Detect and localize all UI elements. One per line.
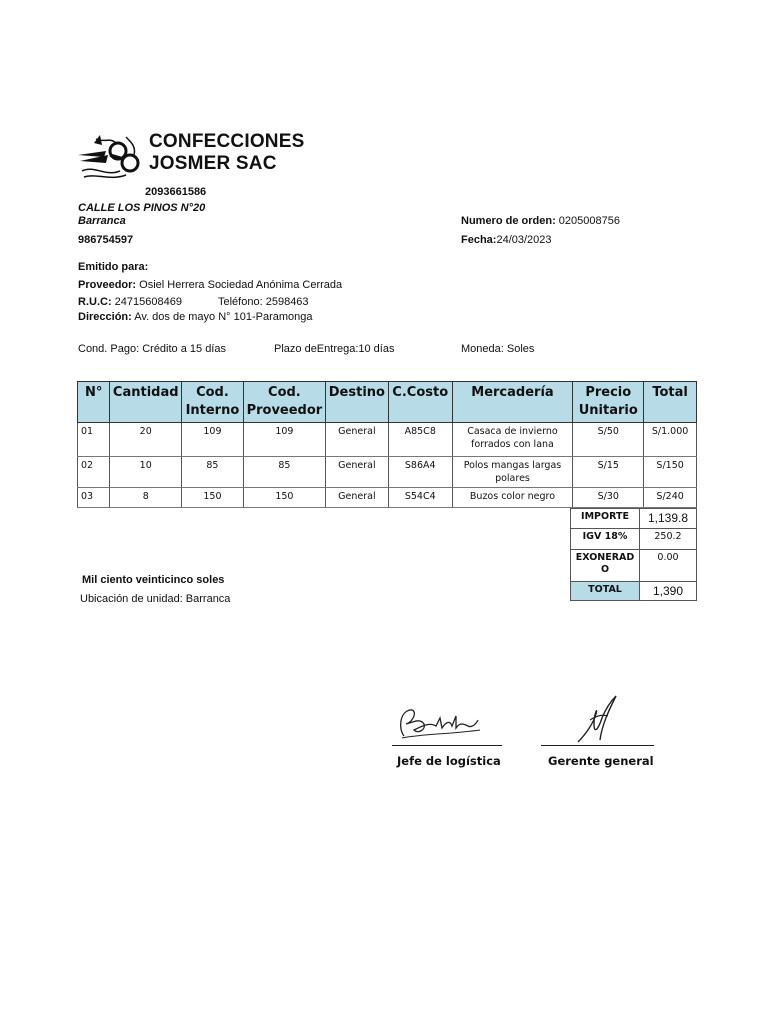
ruc-line [78,296,182,308]
signature-label-left: Jefe de logística [397,754,501,768]
unit-location: Ubicación de unidad: Barranca [80,593,231,605]
exonerado-label: EXONERADO [571,550,640,582]
col-header: Precio Unitario [573,382,644,423]
signature-right-image [572,694,622,746]
table-cell: General [325,488,388,508]
col-header: Cod. Interno [182,382,244,423]
igv-label: IGV 18% [571,529,640,550]
items-table [77,381,697,508]
table-cell: S/1.000 [644,423,697,457]
table-cell: 01 [78,423,110,457]
col-header: Mercadería [452,382,573,423]
table-row [78,488,697,508]
table-cell: S86A4 [388,457,452,488]
totals-table [570,508,697,601]
importe-value: 1,139.8 [640,509,697,529]
company-city: Barranca [78,215,126,227]
totals-row-exonerado [571,550,697,582]
provider-address-value: Av. dos de mayo N° 101-Paramonga [134,311,313,323]
exonerado-value: 0.00 [640,550,697,582]
company-code: 2093661586 [145,186,207,198]
totals-row-igv [571,529,697,550]
table-cell: 150 [182,488,244,508]
order-number [461,215,620,227]
table-cell: S/240 [644,488,697,508]
company-name-line2: JOSMER SAC [149,153,277,174]
table-cell: 85 [243,457,325,488]
igv-value: 250.2 [640,529,697,550]
table-cell: 10 [110,457,182,488]
provider-phone-line [218,296,309,308]
table-cell: 8 [110,488,182,508]
col-header: Cantidad [110,382,182,423]
table-cell: S/50 [573,423,644,457]
table-cell: 20 [110,423,182,457]
provider-phone-label: Teléfono: [218,296,263,308]
table-cell: Buzos color negro [452,488,573,508]
table-cell: General [325,457,388,488]
table-cell: 109 [243,423,325,457]
provider-line [78,279,342,291]
table-header-row [78,382,697,423]
col-header: C.Costo [388,382,452,423]
table-cell: 85 [182,457,244,488]
col-header: N° [78,382,110,423]
table-cell: Polos mangas largas polares [452,457,573,488]
table-cell: 03 [78,488,110,508]
totals-row-importe [571,509,697,529]
signature-line-left [392,745,502,746]
order-date-value: 24/03/2023 [496,234,552,246]
order-date-label: Fecha: [461,234,497,246]
order-number-value: 0205008756 [558,215,620,227]
table-row [78,457,697,488]
provider-label: Proveedor: [78,279,137,291]
signature-left-image [392,700,484,744]
payment-terms: Cond. Pago: Crédito a 15 días [78,343,226,355]
table-cell: S/15 [573,457,644,488]
total-value: 1,390 [640,582,697,601]
table-row [78,423,697,457]
company-address: CALLE LOS PINOS N°20 [78,202,206,214]
scissors-sewing-logo-icon [76,133,142,181]
col-header: Destino [325,382,388,423]
col-header: Total [644,382,697,423]
company-name-line1: CONFECCIONES [149,131,305,152]
provider-address-line [78,311,313,323]
table-cell: General [325,423,388,457]
table-cell: A85C8 [388,423,452,457]
table-cell: 109 [182,423,244,457]
order-number-label: Numero de orden: [461,215,556,227]
provider-value: Osiel Herrera Sociedad Anónima Cerrada [139,279,343,291]
provider-address-label: Dirección: [78,311,132,323]
table-cell: 150 [243,488,325,508]
ruc-label: R.U.C: [78,296,112,308]
importe-label: IMPORTE [571,509,640,529]
company-name [149,131,304,175]
ruc-value: 24715608469 [114,296,182,308]
table-cell: Casaca de invierno forrados con lana [452,423,573,457]
delivery-terms: Plazo deEntrega:10 días [274,343,395,355]
company-phone: 986754597 [78,234,134,246]
table-cell: S54C4 [388,488,452,508]
signature-line-right [541,745,654,746]
table-cell: S/30 [573,488,644,508]
provider-phone-value: 2598463 [265,296,309,308]
currency: Moneda: Soles [461,343,535,355]
table-cell: S/150 [644,457,697,488]
signature-label-right: Gerente general [548,754,654,768]
col-header: Cod. Proveedor [243,382,325,423]
amount-in-words: Mil ciento veinticinco soles [82,574,225,586]
table-cell: 02 [78,457,110,488]
issued-label: Emitido para: [78,261,149,273]
total-label: TOTAL [571,582,640,601]
totals-row-total [571,582,697,601]
order-date [461,234,552,246]
